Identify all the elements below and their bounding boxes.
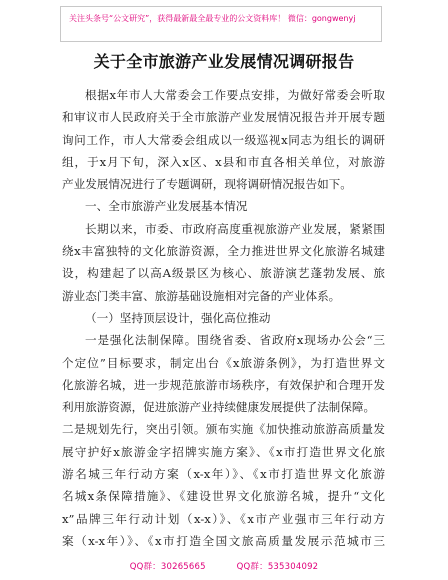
section-heading: 一、全市旅游产业发展基本情况	[85, 199, 248, 214]
paragraph-line: 利用旅游资源，促进旅游产业持续健康发展提供了法制保障。	[62, 400, 376, 415]
paragraph-line: 根据x年市人大常委会工作要点安排，为做好常委会听取	[85, 88, 385, 102]
paragraph-line: 游业态门类丰富、旅游基础设施相对完备的产业体系。	[62, 288, 341, 303]
paragraph-line: 和审议市人民政府关于全市旅游产业发展情况报告并开展专题	[62, 110, 385, 125]
paragraph-line: x”品牌三年行动计划（x-x）》、《x市产业强市三年行动方	[62, 511, 385, 526]
paragraph-line: 组，于x月下旬，深入x区、x县和市直各相关单位，对旅游	[62, 154, 385, 169]
subsection-heading: （一）坚持顶层设计，强化高位推动	[85, 310, 271, 325]
paragraph-line: 绕x丰富独特的文化旅游资源，全力推进世界文化旅游名城建	[62, 244, 385, 259]
paragraph-line: 设，构建起了以高A级景区为核心、旅游演艺蓬勃发展、旅	[62, 266, 385, 281]
footer-qq-group-1: QQ群：30265665	[129, 562, 206, 572]
paragraph-line: 二是规划先行，突出引领。颁布实施《加快推动旅游高质量发	[62, 422, 385, 437]
paragraph-line: 名城x条保障措施》、《建设世界文化旅游名城，提升“文化	[62, 489, 385, 504]
paragraph-line: 案（x-x年）》、《x市打造全国文旅高质量发展示范城市三	[62, 533, 385, 548]
paragraph-line: 产业发展情况进行了专题调研，现将调研情况报告如下。	[62, 177, 352, 192]
paragraph-line: 展守护好x旅游金字招牌实施方案》、《x市打造世界文化旅	[62, 444, 385, 459]
promo-banner-text: 关注头条号“公文研究”，获得最新最全最专业的公文资料库！ 微信：gongwenyj	[69, 14, 356, 23]
promo-banner	[60, 6, 382, 42]
page-title: 关于全市旅游产业发展情况调研报告	[93, 52, 355, 71]
paragraph-line: 长期以来，市委、市政府高度重视旅游产业发展，紧紧围	[85, 221, 385, 236]
paragraph-line: 询问工作，市人大常委会组成以一级巡视x同志为组长的调研	[62, 132, 385, 147]
paragraph-line: 化旅游名城，进一步规范旅游市场秩序，有效保护和合理开发	[62, 377, 385, 392]
paragraph-line: 游名城三年行动方案（x-x年）》、《x市打造世界文化旅游	[62, 467, 385, 482]
paragraph-line: 个定位”目标要求，制定出台《x旅游条例》，为打造世界文	[62, 355, 385, 370]
document-body	[62, 84, 385, 552]
footer-qq-group-2: QQ群：535304092	[236, 562, 319, 572]
footer-contact	[0, 560, 448, 572]
paragraph-line: 一是强化法制保障。围绕省委、省政府x现场办公会“三	[85, 333, 385, 348]
